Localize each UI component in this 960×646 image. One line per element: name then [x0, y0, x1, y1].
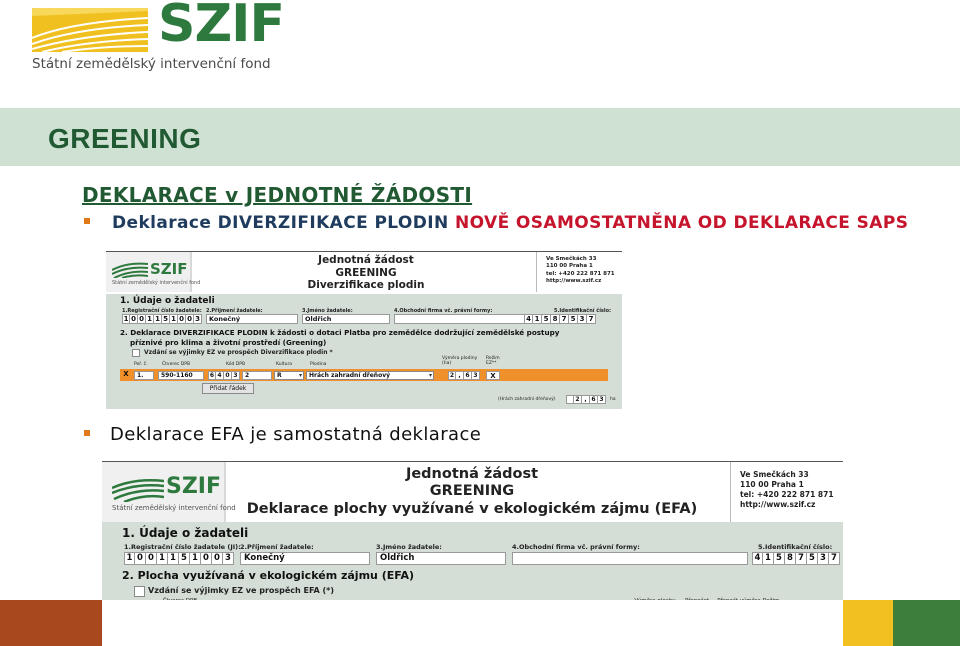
digit-cell: 5: [542, 314, 551, 324]
digit-cell: 1: [533, 314, 542, 324]
digit-cell: 5: [569, 314, 578, 324]
row-code-cells[interactable]: [208, 371, 240, 380]
digit-cell: 5: [162, 314, 170, 324]
id-number-cells[interactable]: [524, 314, 596, 324]
address-line: http://www.szif.cz: [740, 500, 816, 510]
digit-cell: 1: [123, 315, 129, 323]
firstname-field[interactable]: Oldřich: [302, 314, 390, 324]
section2-title: 2. Plocha využívaná v ekologickém zájmu (EFA): [122, 569, 415, 582]
form-logo: [106, 252, 201, 292]
label-company: 4.Obchodní firma vč. právní formy:: [394, 308, 493, 314]
digit-cell: 5: [807, 552, 818, 565]
label-id-number: 5.Identifikační číslo:: [758, 543, 833, 551]
summary-area-cells: [566, 395, 606, 404]
digit-cell: 8: [551, 314, 560, 324]
address-line: 110 00 Praha 1: [546, 263, 593, 270]
digit-cell: 1: [146, 314, 154, 324]
summary-unit: ha: [610, 397, 616, 402]
bullet-diverzifikace: [84, 213, 908, 233]
digit-cell: 4: [216, 371, 224, 380]
szif-logo: [32, 0, 285, 72]
digit-cell: 1: [154, 314, 162, 324]
digit-cell: 0: [186, 314, 194, 324]
divider: [536, 252, 537, 292]
row-area-cells[interactable]: [448, 371, 480, 380]
col-regime: Režim EZ**: [486, 356, 500, 366]
form-title-line: Jednotná žádost: [405, 466, 539, 482]
col-crop: Plodina: [310, 362, 327, 367]
form-title-line: GREENING: [429, 483, 515, 500]
mini-fields-icon: [112, 476, 164, 502]
col-square: Čtverec DPB: [162, 362, 191, 367]
logo-wordmark: SZIF: [158, 0, 285, 54]
add-row-button[interactable]: Přidat řádek: [202, 383, 254, 394]
form-diverzifikace-screenshot: [106, 251, 622, 409]
row-code-suffix[interactable]: 2: [242, 371, 272, 380]
address-line: tel: +420 222 871 871: [546, 270, 615, 277]
mini-fields-icon: [112, 260, 148, 278]
footer-segment: [843, 600, 893, 646]
digit-cell: 1: [763, 552, 774, 565]
surname-field[interactable]: Konečný: [240, 552, 370, 565]
label-surname: 2.Příjmení žadatele:: [240, 543, 314, 551]
label-company: 4.Obchodní firma vč. právní formy:: [512, 543, 640, 551]
divider: [730, 462, 731, 522]
digit-cell: 5: [179, 552, 190, 565]
page-title: GREENING: [48, 123, 202, 154]
digit-cell: 0: [146, 552, 157, 565]
bullet-square-icon: [84, 218, 90, 224]
row-square[interactable]: 590-1160: [158, 371, 204, 380]
bullet-square-icon: [84, 430, 90, 436]
digit-cell: [566, 395, 574, 404]
culture-select[interactable]: R ▾: [274, 371, 304, 380]
digit-cell: 3: [578, 314, 587, 324]
waiver-checkbox[interactable]: [132, 349, 140, 357]
digit-cell: 7: [829, 552, 840, 565]
address-line: Ve Smečkách 33: [546, 256, 597, 262]
mini-szif-subtitle: Státní zemědělský intervenční fond: [112, 280, 201, 286]
delete-row-icon[interactable]: X: [123, 370, 129, 378]
digit-cell: 4: [524, 314, 533, 324]
bullet-text: Deklarace EFA je samostatná deklarace: [110, 424, 482, 445]
crop-select[interactable]: Hrách zahradní dřeňový ▾: [306, 371, 434, 380]
digit-cell: 7: [587, 314, 596, 324]
digit-cell: 0: [178, 314, 186, 324]
bullet-text: Deklarace DIVERZIFIKACE PLODIN: [112, 213, 455, 233]
digit-cell: 7: [796, 552, 807, 565]
mini-szif-subtitle: Státní zemědělský intervenční fond: [112, 504, 236, 512]
digit-cell: 0: [138, 314, 146, 324]
digit-cell: 0: [135, 552, 146, 565]
digit-cell: 1: [168, 552, 179, 565]
reg-number-cells[interactable]: [124, 552, 234, 565]
label-firstname: 3.Jméno žadatele:: [376, 543, 442, 551]
form-title-line: Jednotná žádost: [318, 254, 414, 266]
digit-cell: 3: [223, 552, 234, 565]
digit-cell: 6: [464, 371, 472, 380]
digit-cell: 0: [130, 314, 138, 324]
col-culture: Kultura: [276, 362, 293, 367]
title-band: [0, 108, 960, 166]
digit-cell: 3: [472, 371, 480, 380]
digit-cell: 2: [449, 372, 455, 379]
footer-segment: [102, 600, 843, 646]
mini-szif-text: SZIF: [166, 474, 222, 499]
form-title-line: Diverzifikace plodin: [307, 279, 425, 292]
firstname-field[interactable]: Oldřich: [376, 552, 506, 565]
section2-title: 2. Deklarace DIVERZIFIKACE PLODIN k žádosti o dotaci Platba pro zemědělce dodržující zemědělské postupy: [120, 328, 560, 337]
waiver-checkbox[interactable]: [134, 586, 145, 597]
digit-cell: 8: [785, 552, 796, 565]
address-line: 110 00 Praha 1: [740, 480, 804, 490]
footer-segment: [0, 600, 102, 646]
footer-segment: [893, 600, 960, 646]
regime-checkbox[interactable]: X: [486, 371, 500, 380]
section2-title-line2: příznivé pro klima a životní prostředí (Greening): [130, 338, 327, 347]
waiver-label: Vzdání se výjimky EZ ve prospěch Diverzifikace plodin *: [144, 349, 333, 356]
footer-color-bar: [0, 600, 960, 646]
surname-field[interactable]: Konečný: [206, 314, 298, 324]
form-address: [740, 470, 834, 511]
label-reg-number: 1.Registrační číslo žadatele (JI):: [124, 543, 241, 551]
digit-cell: 1: [124, 552, 135, 565]
digit-cell: 3: [232, 371, 240, 380]
bullet-highlight: NOVĚ OSAMOSTATNĚNA OD DEKLARACE SAPS: [454, 213, 909, 233]
digit-cell: 6: [209, 372, 215, 379]
form-title-line: Deklarace plochy využívané v ekologickém zájmu (EFA): [246, 500, 698, 517]
address-line: tel: +420 222 871 871: [740, 490, 834, 500]
digit-cell: 1: [170, 314, 178, 324]
address-line: http://www.szif.cz: [546, 278, 602, 285]
label-id-number: 5.Identifikační číslo:: [554, 308, 612, 314]
summary-label: (Hrách zahradní dřeňový): [498, 397, 556, 402]
label-surname: 2.Příjmení žadatele:: [206, 308, 263, 314]
address-line: Ve Smečkách 33: [740, 470, 809, 479]
form-title-line: GREENING: [335, 266, 397, 279]
digit-cell: 1: [190, 552, 201, 565]
mini-szif-text: SZIF: [150, 260, 188, 278]
digit-cell: ,: [582, 395, 590, 404]
label-reg-number: 1.Registrační číslo žadatele:: [122, 308, 202, 314]
digit-cell: 3: [598, 395, 606, 404]
bullet-efa: [84, 424, 481, 445]
col-code: Kód DPB: [226, 362, 246, 367]
col-area: Výměra plodiny (ha): [442, 356, 478, 366]
digit-cell: 0: [201, 552, 212, 565]
form-address: [546, 256, 615, 286]
form-logo: [102, 462, 236, 522]
company-field[interactable]: [512, 552, 748, 565]
digit-cell: 7: [560, 314, 569, 324]
id-number-cells[interactable]: [752, 552, 840, 565]
col-order: Poř. č.: [134, 362, 148, 367]
digit-cell: 0: [224, 371, 232, 380]
section1-title: 1. Údaje o žadateli: [122, 526, 249, 540]
waiver-label: Vzdání se výjimky EZ ve prospěch EFA (*): [148, 586, 335, 595]
fields-logo-icon: [32, 8, 148, 52]
digit-cell: 2: [574, 395, 582, 404]
digit-cell: 1: [157, 552, 168, 565]
form-title: [256, 254, 476, 292]
reg-number-cells[interactable]: [122, 314, 202, 324]
form-title: [232, 466, 712, 518]
logo-subtitle: Státní zemědělský intervenční fond: [32, 56, 271, 72]
section1-title: 1. Údaje o žadateli: [120, 296, 215, 306]
digit-cell: 6: [590, 395, 598, 404]
digit-cell: 0: [212, 552, 223, 565]
digit-cell: 3: [818, 552, 829, 565]
row-order: 1.: [134, 371, 154, 380]
digit-cell: ,: [456, 371, 464, 380]
section-heading: DEKLARACE v JEDNOTNÉ ŽÁDOSTI: [82, 183, 473, 207]
label-firstname: 3.Jméno žadatele:: [302, 308, 353, 314]
digit-cell: 3: [194, 314, 202, 324]
digit-cell: 4: [752, 552, 763, 565]
digit-cell: 5: [774, 552, 785, 565]
